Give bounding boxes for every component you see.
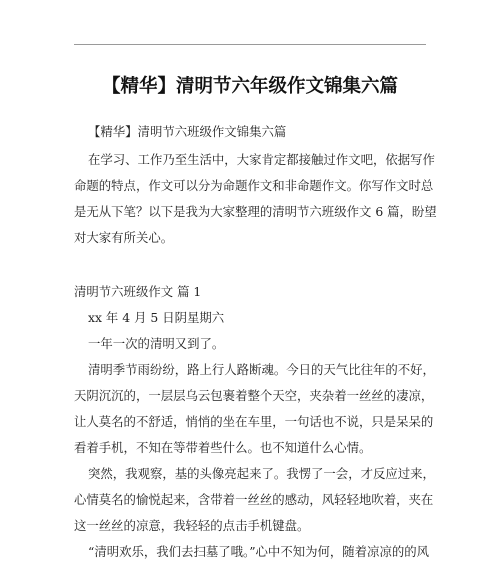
text-line: 看着手机，不知在等带着些什么。也不知道什么心情。 [74,440,372,455]
text-line: 让人莫名的不舒适，悄悄的坐在车里，一句话也不说，只是呆呆的 [74,414,434,429]
header-rule [74,44,426,45]
text-line: 命题的特点，作文可以分为命题作文和非命题作文。你写作文时总 [74,178,434,193]
text-line: 是无从下笔？以下是我为大家整理的清明节六班级作文 6 篇，盼望 [74,204,437,219]
text-line: 【精华】清明节六班级作文锦集六篇 [88,124,287,139]
text-line: xx 年 4 月 5 日阴星期六 [88,310,225,325]
text-line: 这一丝丝的凉意，我轻轻的点击手机键盘。 [74,518,310,533]
text-line: “清明欢乐，我们去扫墓了哦。”心中不知为何，随着凉凉的的风 [88,544,430,559]
text-line: 对大家有所关心。 [74,230,174,245]
text-line: 突然，我观察，基的头像亮起来了。我愣了一会，才反应过来， [88,466,435,481]
text-line: 心情莫名的愉悦起来，含带着一丝丝的感动，风轻轻地吹着，夹在 [74,492,434,507]
text-line: 一年一次的清明又到了。 [88,336,225,351]
text-line: 清明季节雨纷纷，路上行人路断魂。今日的天气比往年的不好， [88,362,435,377]
section-heading: 清明节六班级作文 篇 1 [74,284,202,299]
text-line: 在学习、工作乃至生活中，大家肯定都接触过作文吧，依据写作 [88,152,435,167]
document-title: 【精华】清明节六年级作文锦集六篇 [101,76,398,97]
text-line: 天阴沉沉的，一层层乌云包裹着整个天空，夹杂着一丝丝的凄凉， [74,388,434,403]
